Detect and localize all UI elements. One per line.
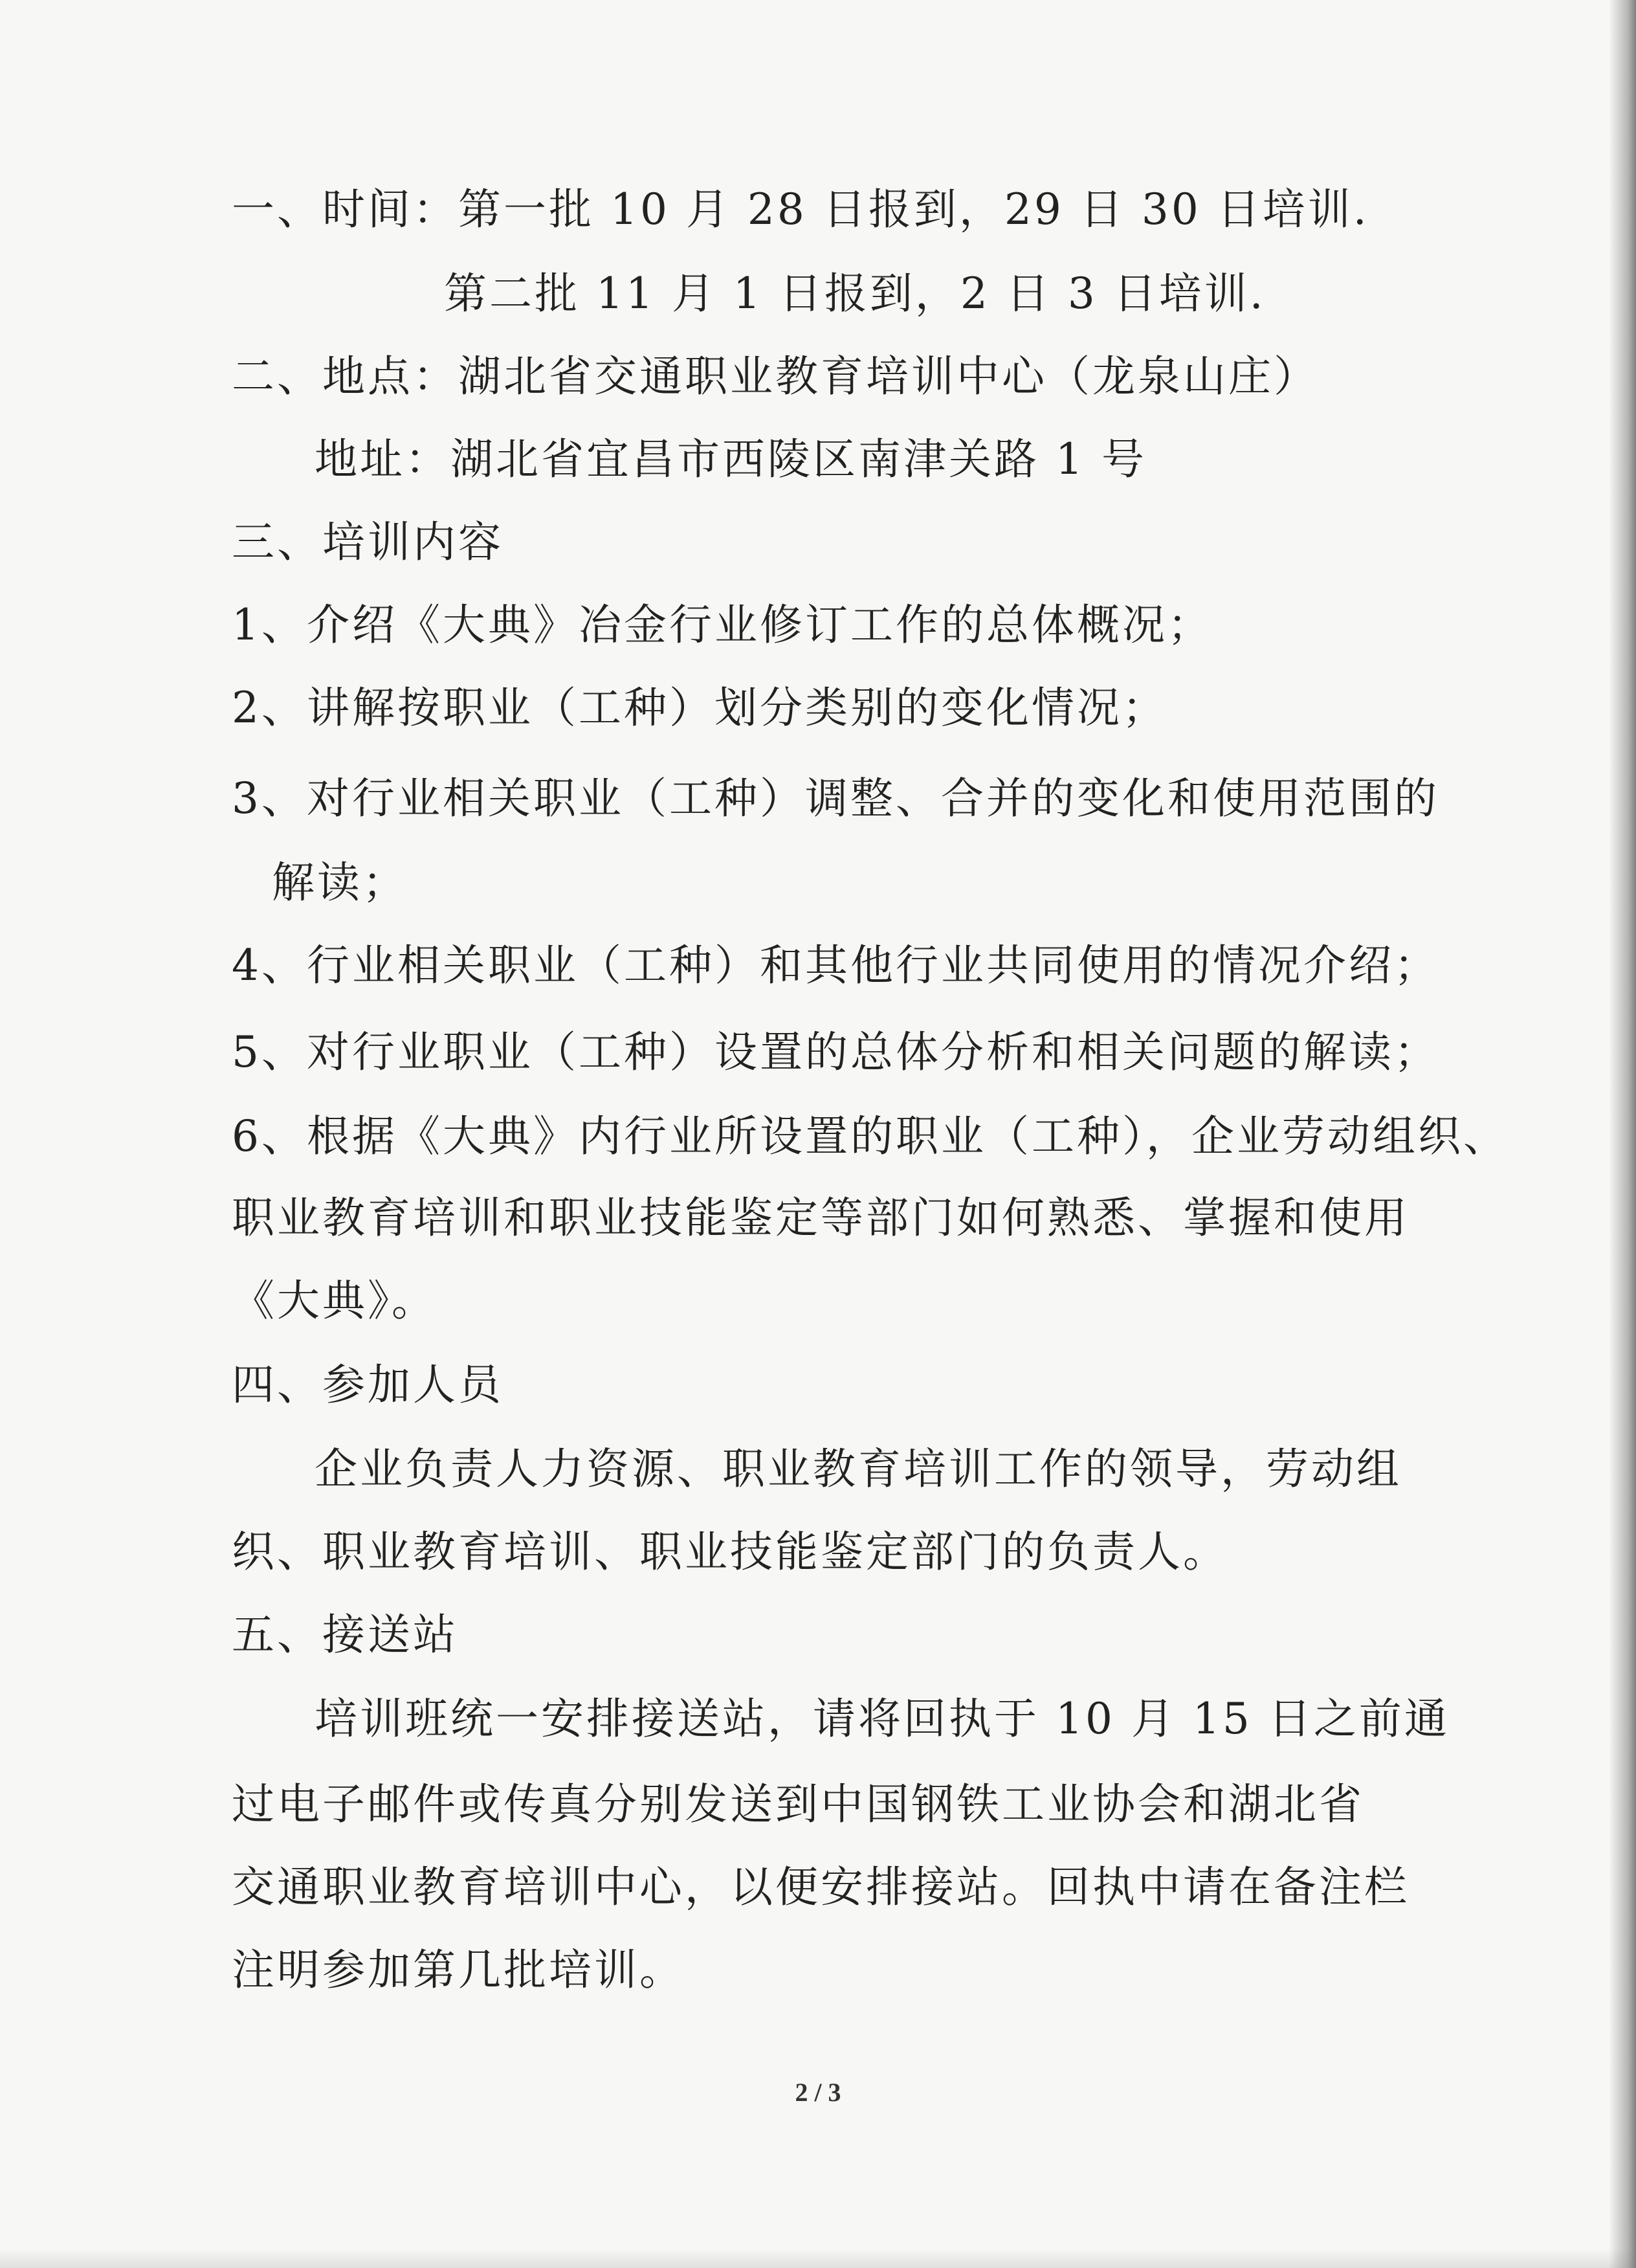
time-line (232, 184, 1369, 236)
pickup-line: 交通职业教育培训中心，以便安排接站。回执中请在备注栏 (232, 1862, 1409, 1912)
scan-bottom-shadow (0, 2249, 1636, 2268)
time-heading: 一、时间： (232, 184, 458, 234)
location-line (232, 351, 1319, 403)
content-item: 2、讲解按职业（工种）划分类别的变化情况； (232, 683, 1167, 733)
time-batch2: 第二批 11 月 1 日报到，2 日 3 日培训. (444, 269, 1266, 318)
content-heading: 三、培训内容 (232, 517, 503, 567)
content-item: 《大典》。 (232, 1276, 437, 1326)
content-item: 解读； (272, 858, 408, 907)
content-item: 1、介绍《大典》冶金行业修订工作的总体概况； (232, 600, 1213, 650)
content-item: 职业教育培训和职业技能鉴定等部门如何熟悉、掌握和使用 (232, 1193, 1409, 1243)
content-item: 6、根据《大典》内行业所设置的职业（工种），企业劳动组织、 (232, 1111, 1509, 1161)
time-batch1: 第一批 10 月 28 日报到，29 日 30 日培训. (458, 184, 1369, 234)
pickup-line: 过电子邮件或传真分别发送到中国钢铁工业协会和湖北省 (232, 1779, 1364, 1829)
participants-line: 织、职业教育培训、职业技能鉴定部门的负责人。 (232, 1527, 1228, 1577)
pickup-heading: 五、接送站 (232, 1610, 458, 1660)
pickup-line: 培训班统一安排接送站，请将回执于 10 月 15 日之前通 (315, 1694, 1450, 1744)
pickup-line: 注明参加第几批培训。 (232, 1945, 685, 1995)
participants-heading: 四、参加人员 (232, 1360, 503, 1410)
location-heading: 二、地点： (232, 351, 458, 401)
scan-edge-shadow (1609, 0, 1636, 2268)
participants-line: 企业负责人力资源、职业教育培训工作的领导，劳动组 (315, 1444, 1402, 1494)
location-address: 地址：湖北省宜昌市西陵区南津关路 1 号 (315, 434, 1147, 484)
page-number: 2 / 3 (795, 2078, 841, 2107)
content-item: 3、对行业相关职业（工种）调整、合并的变化和使用范围的 (232, 773, 1439, 823)
location-place: 湖北省交通职业教育培训中心（龙泉山庄） (458, 351, 1319, 401)
content-item: 4、行业相关职业（工种）和其他行业共同使用的情况介绍； (232, 940, 1439, 990)
content-item: 5、对行业职业（工种）设置的总体分析和相关问题的解读； (232, 1027, 1439, 1077)
